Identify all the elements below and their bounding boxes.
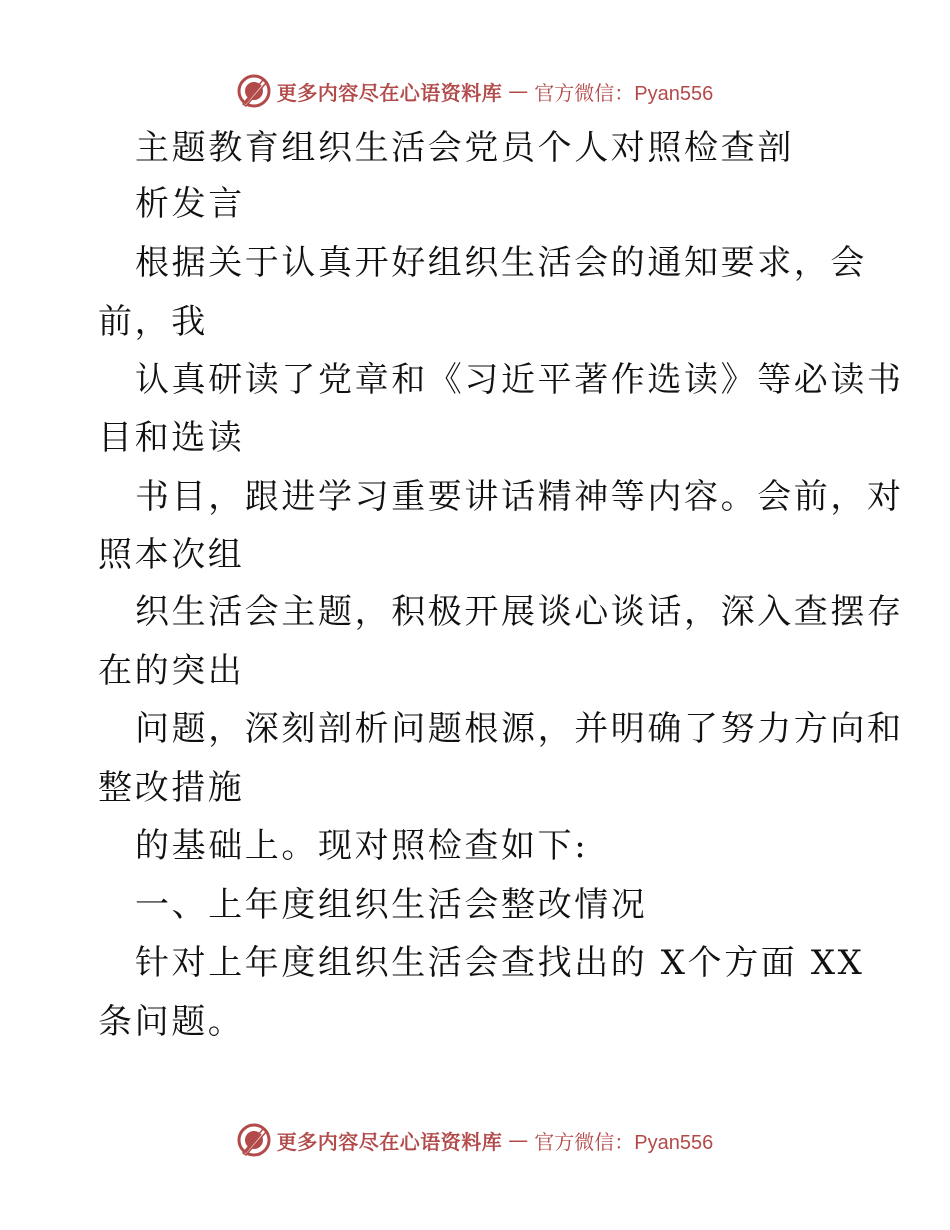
quill-pen-logo-icon [237, 1123, 271, 1157]
footer-banner [0, 1120, 950, 1160]
footer-banner-separator: — [508, 1128, 529, 1152]
body-line: 认真研读了党章和《习近平著作选读》等必读书 [135, 360, 904, 400]
header-banner-contact: 官方微信：Pyan556 [534, 82, 714, 105]
body-line: 目和选读 [98, 418, 245, 458]
footer-banner-text: 更多内容尽在心语资料库 [276, 1129, 503, 1154]
body-line: 析发言 [135, 184, 245, 224]
header-banner-separator: — [508, 79, 529, 103]
header-banner-text: 更多内容尽在心语资料库 [276, 80, 503, 105]
body-line: 照本次组 [98, 535, 245, 575]
quill-pen-logo-icon [237, 74, 271, 108]
body-line: 织生活会主题，积极开展谈心谈话，深入查摆存 [135, 592, 904, 632]
header-banner [0, 71, 950, 111]
body-line: 针对上年度组织生活会查找出的 X个方面 XX [135, 943, 865, 983]
body-line: 根据关于认真开好组织生活会的通知要求，会 [135, 243, 867, 283]
body-line: 的基础上。现对照检查如下: [135, 826, 589, 866]
body-line: 书目，跟进学习重要讲话精神等内容。会前，对 [135, 477, 904, 517]
body-line: 问题，深刻剖析问题根源，并明确了努力方向和 [135, 709, 904, 749]
body-line: 在的突出 [98, 651, 245, 691]
body-line: 前，我 [98, 302, 208, 342]
body-line: 条问题。 [98, 1002, 245, 1042]
body-line: 主题教育组织生活会党员个人对照检查剖 [135, 128, 794, 168]
footer-banner-contact: 官方微信：Pyan556 [534, 1131, 714, 1154]
body-line: 整改措施 [98, 768, 245, 808]
section-heading: 一、上年度组织生活会整改情况 [135, 885, 648, 925]
